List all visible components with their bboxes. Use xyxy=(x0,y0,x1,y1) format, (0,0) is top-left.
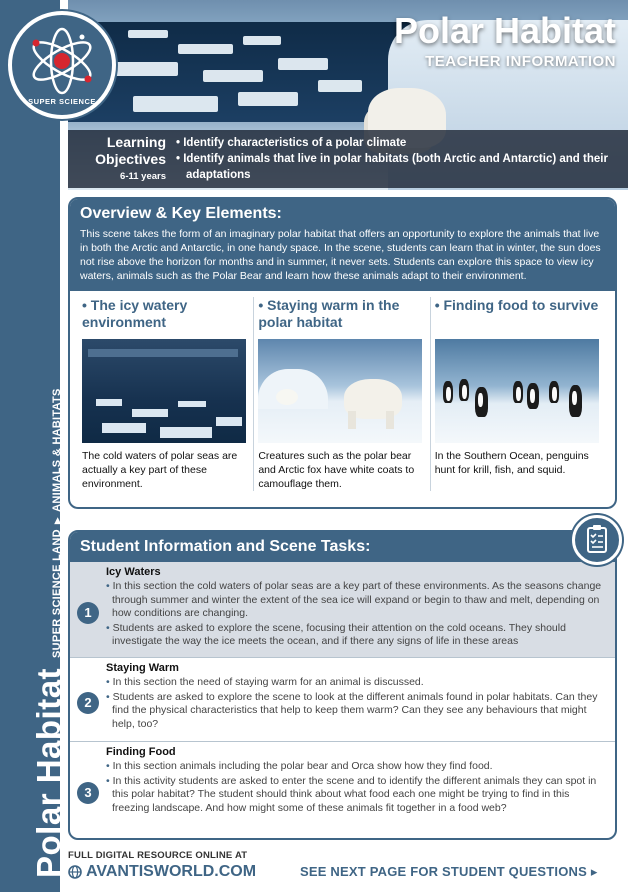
column-title: • The icy watery environment xyxy=(82,297,188,330)
side-title: Polar Habitat xyxy=(30,667,67,878)
task-bullets xyxy=(106,676,607,731)
overview-text: This scene takes the form of an imaginary polar habitat that offers an opportunity to explore the animals that live in both the Arctic and Antarctic, in one handy space. In the scene, students can learn that in winter, the sun does not rise above the horizon for months and in summer, it never sets. Students can explore this space to view icy waters, animals such as the Polar Bear and learn how these animals adapt to their environment. xyxy=(80,228,601,282)
task-section xyxy=(70,562,615,658)
website-link[interactable] xyxy=(68,863,256,881)
task-number: 3 xyxy=(77,782,99,804)
objectives-list xyxy=(176,135,616,183)
side-topic-label: ANIMALS & HABITATS xyxy=(51,388,63,512)
clipboard-icon xyxy=(575,518,619,562)
task-section xyxy=(70,742,615,840)
super-science-logo xyxy=(8,11,116,119)
ice-floe xyxy=(238,92,298,106)
objective-item: • Identify animals that live in polar habitats (both Arctic and Antarctic) and their adaptations xyxy=(176,151,616,183)
website-text: AVANTISWORLD.COM xyxy=(86,863,257,880)
task-bullets xyxy=(106,580,607,649)
page-subtitle: TEACHER INFORMATION xyxy=(425,53,616,70)
ice-floe xyxy=(318,80,362,92)
ice-floe xyxy=(178,44,233,54)
objectives-heading xyxy=(78,134,166,182)
column-title: • Staying warm in the polar habitat xyxy=(258,297,400,330)
penguins-image xyxy=(435,339,599,443)
task-bullet: • Students are asked to explore the scene to look at the different animals found in polar habitats. Can they find the physical characteristics that help to keep them warm? Can they see any behaviours that might help, too? xyxy=(106,691,607,732)
side-series-label: SUPER SCIENCE LAND xyxy=(51,529,63,658)
overview-column xyxy=(78,297,254,491)
objective-item: • Identify characteristics of a polar climate xyxy=(176,135,616,151)
overview-column xyxy=(254,297,430,491)
atom-icon xyxy=(22,23,102,99)
footer-left xyxy=(68,850,256,881)
column-caption: Creatures such as the polar bear and Arctic fox have white coats to camouflage them. xyxy=(258,450,415,490)
age-range: 6-11 years xyxy=(120,171,166,182)
ice-floe xyxy=(278,58,328,70)
column-title: • Finding food to survive xyxy=(434,297,599,313)
column-caption: The cold waters of polar seas are actually a key part of these environment. xyxy=(82,450,238,490)
task-bullets xyxy=(106,760,607,815)
ice-floe xyxy=(203,70,263,82)
task-bullet: • In this section the cold waters of polar seas are a key part of these environments. As the seasons change through summer and winter the extent of the sea ice will expand or begin to thaw and melt, depending on how conditions are changing. xyxy=(106,580,607,621)
ice-floe xyxy=(128,30,168,38)
icy-water-image xyxy=(82,339,246,443)
page-title: Polar Habitat xyxy=(393,10,616,51)
task-bullet: • In this section animals including the polar bear and Orca show how they find food. xyxy=(106,760,607,774)
task-number: 1 xyxy=(77,602,99,624)
task-title: Finding Food xyxy=(106,746,176,758)
ice-floe xyxy=(243,36,281,45)
task-number: 2 xyxy=(77,692,99,714)
column-caption: In the Southern Ocean, penguins hunt for krill, fish, and squid. xyxy=(434,450,589,476)
overview-title: Overview & Key Elements: xyxy=(80,205,282,222)
polar-bear-image xyxy=(258,339,422,443)
resource-label: FULL DIGITAL RESOURCE ONLINE AT xyxy=(68,850,248,861)
learning-objectives xyxy=(68,130,628,188)
ice-floe xyxy=(108,62,178,76)
task-bullet: • Students are asked to explore the scene, focusing their attention on the cold oceans. They should investigate the way the ice meets the ocean, and if there any signs of life in these areas xyxy=(106,622,607,649)
tasks-panel xyxy=(68,530,617,840)
overview-columns xyxy=(70,291,615,491)
logo-text: SUPER SCIENCE xyxy=(28,97,96,106)
triangle-icon: ▶ xyxy=(52,516,62,525)
objectives-heading-line1: Learning xyxy=(106,134,166,150)
task-bullet: • In this activity students are asked to enter the scene and to identify the different animals they can spot in this polar habitat? The student should think about what food each one might be trying to find in this freezing landscape. And how might some of these animals fit together in a food web? xyxy=(106,775,607,816)
tasks-title: Student Information and Scene Tasks: xyxy=(70,532,615,562)
overview-column xyxy=(431,297,607,491)
objectives-heading-line2: Objectives xyxy=(95,151,166,167)
task-section xyxy=(70,658,615,742)
task-bullet: • In this section the need of staying warm for an animal is discussed. xyxy=(106,676,607,690)
task-title: Icy Waters xyxy=(106,566,161,578)
clipboard-badge xyxy=(572,515,622,565)
overview-panel xyxy=(68,197,617,509)
side-vertical-title xyxy=(30,358,68,878)
task-title: Staying Warm xyxy=(106,662,179,674)
ice-floe xyxy=(133,96,218,112)
globe-icon xyxy=(68,865,82,879)
side-series xyxy=(51,388,63,658)
overview-header xyxy=(70,199,615,291)
next-page-link[interactable]: SEE NEXT PAGE FOR STUDENT QUESTIONS ▸ xyxy=(300,864,598,879)
